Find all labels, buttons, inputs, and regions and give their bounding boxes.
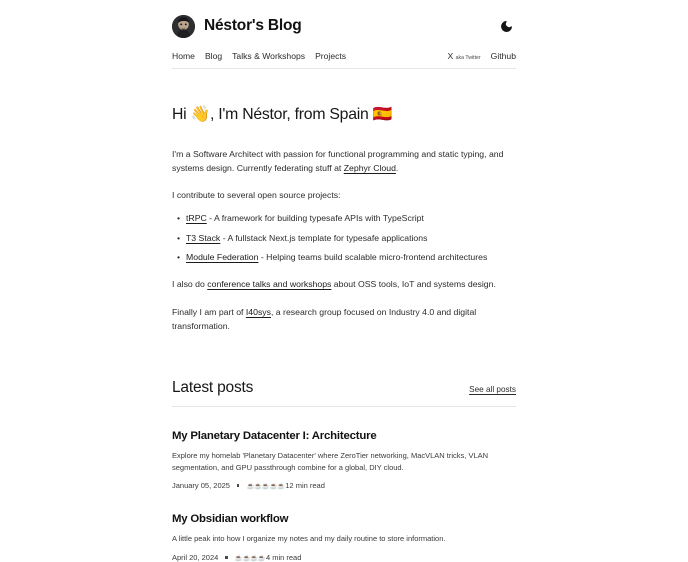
moon-icon[interactable] <box>496 16 516 36</box>
list-item <box>186 231 516 245</box>
read-time-label: 4 min read <box>265 553 302 562</box>
avatar <box>172 15 195 38</box>
post-read-time <box>235 553 302 562</box>
final-text-part2: , a research group focused on Industry 4.0 and digital transformation. <box>172 306 477 331</box>
link-trpc[interactable]: tRPC <box>186 213 207 224</box>
social-link-x[interactable] <box>447 51 480 61</box>
link-t3-stack[interactable]: T3 Stack <box>186 232 221 243</box>
coffee-cup-icon: ☕☕☕☕ <box>234 554 266 562</box>
open-source-projects-list <box>172 211 516 264</box>
list-item <box>186 250 516 264</box>
nav-item-home[interactable]: Home <box>172 51 195 61</box>
post-title-link[interactable]: My Planetary Datacenter I: Architecture <box>172 429 377 442</box>
site-title: Néstor's Blog <box>204 17 302 35</box>
read-time-label: 12 min read <box>285 481 325 491</box>
intro-heading: Hi 👋, I'm Néstor, from Spain 🇪🇸 <box>172 106 393 124</box>
link-i40sys[interactable]: I40sys <box>245 306 271 317</box>
x-sublabel: aka Twitter <box>455 55 481 61</box>
final-paragraph <box>172 305 516 333</box>
post-list-item <box>172 512 516 562</box>
coffee-cup-icon: ☕☕☕☕☕ <box>246 482 285 490</box>
post-meta <box>172 481 516 490</box>
link-module-federation[interactable]: Module Federation <box>186 252 259 263</box>
intro-section <box>172 105 516 332</box>
latest-posts-section <box>172 379 516 562</box>
talks-paragraph <box>172 277 516 291</box>
x-logo-icon: X <box>447 51 454 61</box>
nav-item-projects[interactable]: Projects <box>315 51 347 61</box>
post-read-time <box>246 481 324 490</box>
meta-separator-dot <box>225 556 228 559</box>
post-date: April 20, 2024 <box>172 553 219 562</box>
link-zephyr-cloud[interactable]: Zephyr Cloud <box>343 162 396 173</box>
post-title-link[interactable]: My Obsidian workflow <box>172 513 289 526</box>
final-text-part1: Finally I am part of <box>172 306 246 317</box>
social-link-github[interactable]: Github <box>490 51 516 61</box>
about-text-part2: . <box>395 162 399 173</box>
post-excerpt: A little peak into how I organize my notes and my daily routine to store information. <box>172 534 446 544</box>
nav-item-blog[interactable]: Blog <box>204 51 223 61</box>
content-container <box>172 0 516 562</box>
contribute-line: I contribute to several open source projects: <box>172 190 341 201</box>
site-header <box>172 0 516 69</box>
project-description: - A framework for building typesafe APIs with TypeScript <box>206 213 424 224</box>
posts-header <box>172 379 516 407</box>
nav-links <box>172 51 346 61</box>
brand-left <box>172 15 302 38</box>
post-meta <box>172 553 516 562</box>
project-description: - Helping teams build scalable micro-frontend architectures <box>258 252 488 263</box>
posts-section-title: Latest posts <box>172 378 254 396</box>
post-list-item <box>172 429 516 491</box>
post-excerpt: Explore my homelab 'Planetary Datacenter' where ZeroTier networking, MacVLAN tricks, VLAN segmentation, and GPU passthrough combine for a global, DIY cloud. <box>172 450 489 472</box>
project-description: - A fullstack Next.js template for typesafe applications <box>220 232 428 243</box>
talks-text-part2: about OSS tools, IoT and systems design. <box>331 279 496 290</box>
post-date: January 05, 2025 <box>172 481 230 491</box>
intro-about-paragraph <box>172 147 516 175</box>
meta-separator-dot <box>237 484 240 487</box>
link-conference-talks[interactable]: conference talks and workshops <box>207 279 332 290</box>
about-text-part1: I'm a Software Architect with passion for functional programming and static typing, and systems design. Currently federating stuff at <box>172 148 504 173</box>
brand-row <box>172 11 516 41</box>
talks-text-part1: I also do <box>172 279 208 290</box>
main-navigation <box>172 51 516 69</box>
see-all-posts-link[interactable]: See all posts <box>469 384 516 394</box>
list-item <box>186 211 516 225</box>
social-links <box>447 51 516 61</box>
nav-item-talks-workshops[interactable]: Talks & Workshops <box>232 51 306 61</box>
